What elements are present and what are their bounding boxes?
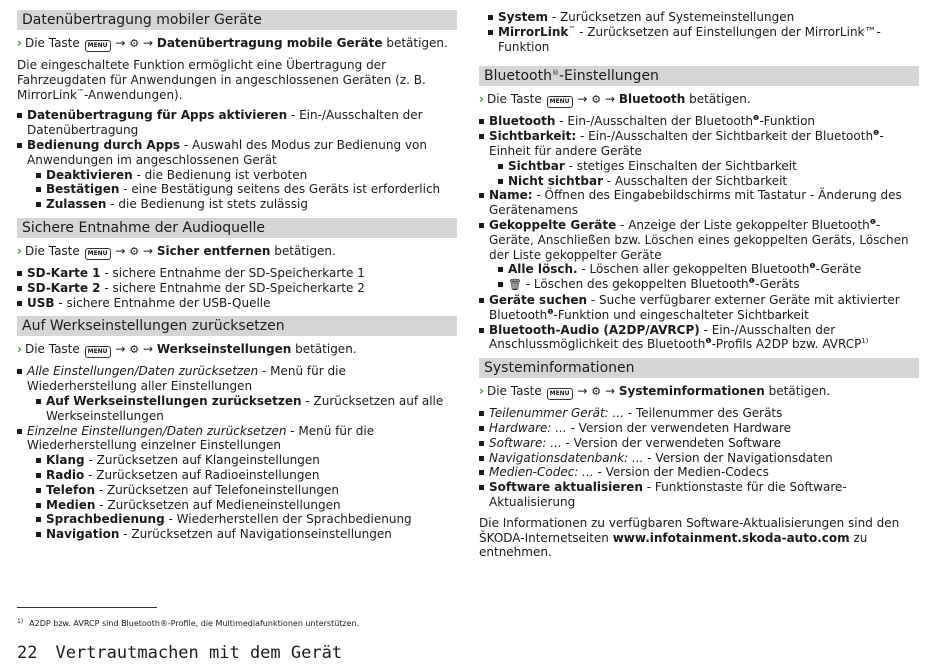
- list-item: Medien-Codec: ... - Version der Medien-Codecs: [479, 465, 919, 480]
- list-item: Software aktualisieren - Funktionstaste für die Software-Aktualisierung: [479, 480, 919, 510]
- list-item: Auf Werkseinstellungen zurücksetzen - Zurücksetzen auf alle Werkseinstellungen: [36, 394, 457, 424]
- step-text: betätigen.: [386, 36, 448, 50]
- section-title: Datenübertragung mobiler Geräte: [17, 10, 457, 30]
- registered-mark: ❶: [873, 129, 880, 138]
- list-item: Navigationsdatenbank: ... - Version der Navigationsdaten: [479, 451, 919, 466]
- list-item: Software: ... - Version der verwendeten Software: [479, 436, 919, 451]
- footnote: $^{1)}$ A2DP bzw. AVRCP sind Bluetooth®-Profile, die Multimediafunktionen unterstützen.: [17, 618, 360, 628]
- sub-option-list: [27, 168, 457, 212]
- option-list: [479, 114, 919, 352]
- sub-option-list: [479, 10, 919, 54]
- list-item: MirrorLink™ - Zurücksetzen auf Einstellungen der MirrorLink™-Funktion: [488, 25, 919, 55]
- page-number: 22: [17, 643, 38, 663]
- list-item: Navigation - Zurücksetzen auf Navigationseinstellungen: [36, 527, 457, 542]
- footnote-divider: [17, 607, 157, 608]
- list-item: Alle lösch. - Löschen aller gekoppelten Bluetooth$^❶$-Geräte: [498, 262, 919, 277]
- option-list: [479, 406, 919, 510]
- arrow-glyph: →: [115, 36, 126, 50]
- list-item: Telefon - Zurücksetzen auf Telefoneinstellungen: [36, 483, 457, 498]
- list-item: Sichtbar - stetiges Einschalten der Sichtbarkeit: [498, 159, 919, 174]
- list-item: Einzelne Einstellungen/Daten zurücksetzen - Menü für die Wiederherstellung einzelner Einstellungen Klang - Zurücksetzen auf Klangeinstellungen Radio - Zurücksetzen auf Radioeinstellungen Telefon - Zurücksetzen auf Telefoneinstellungen Medien - Zurücksetzen auf Medieneinstellungen Sprachbedienung - Wiederherstellen der Sprachbedienung Navigation - Zurücksetzen auf Navigationseinstellungen: [17, 424, 457, 542]
- list-item: Radio - Zurücksetzen auf Radioeinstellungen: [36, 468, 457, 483]
- list-item: Teilenummer Gerät: ... - Teilenummer des Geräts: [479, 406, 919, 421]
- list-item: Gekoppelte Geräte - Anzeige der Liste gekoppelter Bluetooth$^❶$-Geräte, Anschließen bzw. Löschen eines gekoppelten Geräts, Löschen der Liste gekoppelter Geräte Alle lösch. - Löschen aller gekoppelten Bluetooth$^❶$-Geräte 🗑 - Löschen des gekoppelten Bluetooth$^❶$-Geräts: [479, 218, 919, 293]
- step-target: Systeminformationen: [618, 384, 765, 399]
- chapter-title: Vertrautmachen mit dem Gerät: [55, 643, 343, 663]
- list-item: 🗑 - Löschen des gekoppelten Bluetooth$^❶$-Geräts: [498, 277, 919, 293]
- list-item: Medien - Zurücksetzen auf Medieneinstellungen: [36, 498, 457, 513]
- instruction-step: [17, 36, 457, 52]
- menu-key-icon: MENU: [85, 346, 111, 358]
- intro-paragraph: Die eingeschaltete Funktion ermöglicht eine Übertragung der Fahrzeugdaten für Anwendungen in angeschlossenen Geräten (z. B. MirrorLink™-Anwendungen).: [17, 58, 426, 102]
- step-arrow-icon: ›: [17, 36, 22, 50]
- list-item: Klang - Zurücksetzen auf Klangeinstellungen: [36, 453, 457, 468]
- registered-mark: ❶: [705, 337, 712, 346]
- list-item: Name: - Öffnen des Eingabebildschirms mit Tastatur - Änderung des Gerätenamens: [479, 188, 919, 218]
- list-item: System - Zurücksetzen auf Systemeinstellungen: [488, 10, 919, 25]
- menu-key-icon: MENU: [547, 388, 573, 400]
- list-item: Nicht sichtbar - Ausschalten der Sichtbarkeit: [498, 174, 919, 189]
- step-arrow-icon: ›: [17, 342, 22, 357]
- settings-gear-icon: ⚙: [129, 343, 140, 357]
- list-item: Sprachbedienung - Wiederherstellen der Sprachbedienung: [36, 512, 457, 527]
- registered-mark: ❶: [869, 217, 876, 226]
- step-target: Sicher entfernen: [156, 243, 271, 258]
- section-title: Sichere Entnahme der Audioquelle: [17, 218, 457, 238]
- list-item: SD-Karte 1 - sichere Entnahme der SD-Speicherkarte 1: [17, 266, 457, 281]
- sub-option-list: [27, 394, 457, 424]
- registered-mark: ❶: [748, 277, 755, 286]
- trademark-mark: ™: [76, 87, 84, 96]
- list-item: SD-Karte 2 - sichere Entnahme der SD-Speicherkarte 2: [17, 281, 457, 296]
- menu-key-icon: MENU: [547, 96, 573, 108]
- left-column: [17, 10, 457, 548]
- step-arrow-icon: ›: [17, 243, 22, 258]
- trash-icon: 🗑: [508, 278, 522, 292]
- instruction-step: › Die Taste MENU → ⚙ → Sicher entfernen betätigen.: [17, 243, 336, 258]
- menu-key-icon: MENU: [85, 248, 111, 260]
- instruction-step: › Die Taste MENU → ⚙ → Werkseinstellungen betätigen.: [17, 342, 357, 357]
- registered-mark: ❶: [753, 114, 760, 123]
- sub-option-list: [489, 262, 919, 293]
- list-item: Geräte suchen - Suche verfügbarer externer Geräte mit aktivierter Bluetooth$^❶$-Funktion und eingeschalteter Sichtbarkeit: [479, 293, 919, 323]
- list-item: Bedienung durch Apps - Auswahl des Modus zur Bedienung von Anwendungen im angeschlossenen Gerät Deaktivieren - die Bedienung ist verboten Bestätigen - eine Bestätigung seitens des Geräts ist erforderlich Zulassen - die Bedienung ist stets zulässig: [17, 138, 457, 212]
- info-paragraph: Die Informationen zu verfügbaren Software-Aktualisierungen sind den ŠKODA-Internetseiten www.infotainment.skoda-auto.com zu entnehmen.: [479, 515, 900, 560]
- list-item: Sichtbarkeit: - Ein-/Ausschalten der Sichtbarkeit der Bluetooth$^❶$-Einheit für andere Geräte Sichtbar - stetiges Einschalten der Sichtbarkeit Nicht sichtbar - Ausschalten der Sichtbarkeit: [479, 129, 919, 188]
- section-title: Auf Werkseinstellungen zurücksetzen: [17, 316, 457, 336]
- list-item: Bestätigen - eine Bestätigung seitens des Geräts ist erforderlich: [36, 182, 457, 197]
- settings-gear-icon: ⚙: [129, 37, 140, 50]
- list-item: USB - sichere Entnahme der USB-Quelle: [17, 296, 457, 311]
- section-bluetooth: [479, 66, 919, 352]
- step-target: Werkseinstellungen: [156, 342, 292, 357]
- sub-option-list: [27, 453, 457, 542]
- section-factory-reset: [17, 316, 457, 542]
- list-item: Deaktivieren - die Bedienung ist verboten: [36, 168, 457, 183]
- list-item: Alle Einstellungen/Daten zurücksetzen - Menü für die Wiederherstellung aller Einstellungen Auf Werkseinstellungen zurücksetzen - Zurücksetzen auf alle Werkseinstellungen: [17, 364, 457, 423]
- instruction-step: › Die Taste MENU → ⚙ → Systeminformationen betätigen.: [479, 384, 831, 399]
- instruction-step: › Die Taste MENU → ⚙ → Bluetooth betätigen.: [479, 92, 751, 107]
- step-target: Datenübertragung mobile Geräte: [156, 36, 383, 50]
- list-item: Zulassen - die Bedienung ist stets zulässig: [36, 197, 457, 212]
- registered-mark: ❶: [547, 307, 554, 316]
- website-link[interactable]: www.infotainment.skoda-auto.com: [612, 530, 850, 545]
- option-list: [17, 266, 457, 310]
- menu-key-icon: MENU: [85, 40, 111, 52]
- section-title: Systeminformationen: [479, 358, 919, 378]
- right-column: [479, 10, 919, 566]
- page-footer: [17, 643, 342, 663]
- section-title: Bluetooth®-Einstellungen: [479, 66, 919, 86]
- step-arrow-icon: ›: [479, 384, 484, 399]
- arrow-glyph: →: [142, 36, 154, 50]
- settings-gear-icon: ⚙: [591, 385, 602, 399]
- list-item: Bluetooth-Audio (A2DP/AVRCP) - Ein-/Ausschalten der Anschlussmöglichkeit des Bluetooth$^❶$-Profils A2DP bzw. AVRCP$^{1)}$: [479, 323, 919, 353]
- option-list: [17, 108, 457, 212]
- registered-mark: ❶: [809, 262, 816, 271]
- footnote-ref: 1): [861, 337, 869, 346]
- section-system-info: [479, 358, 919, 560]
- step-arrow-icon: ›: [479, 92, 484, 107]
- section-safe-removal: [17, 218, 457, 310]
- step-text: Die Taste: [24, 36, 80, 50]
- step-target: Bluetooth: [618, 92, 686, 107]
- list-item: Datenübertragung für Apps aktivieren - Ein-/Ausschalten der Datenübertragung: [17, 108, 457, 138]
- list-item: Hardware: ... - Version der verwendeten Hardware: [479, 421, 919, 436]
- list-item: Bluetooth - Ein-/Ausschalten der Bluetooth$^❶$-Funktion: [479, 114, 919, 129]
- settings-gear-icon: ⚙: [591, 93, 602, 107]
- settings-gear-icon: ⚙: [129, 244, 140, 258]
- section-data-transfer: [17, 10, 457, 212]
- sub-option-list: [489, 159, 919, 189]
- option-list: [17, 364, 457, 542]
